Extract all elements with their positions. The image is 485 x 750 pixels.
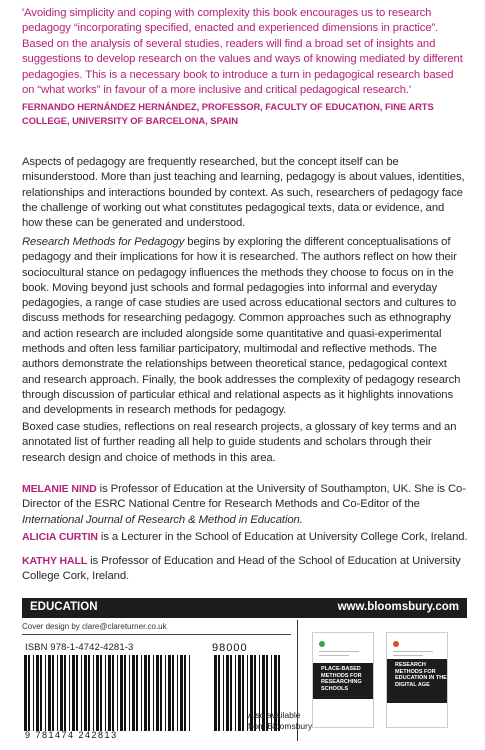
book-rule xyxy=(393,651,433,652)
isbn-label: ISBN 978-1-4742-4281-3 xyxy=(25,642,134,653)
author-name: ALICIA CURTIN xyxy=(22,531,98,543)
author-bio-curtin xyxy=(22,530,472,545)
description-paragraph-1: Aspects of pedagogy are frequently researched, but the concept itself can be misunderstood. More than just teaching and learning, pedagogy is about values, identities, relationships and interactions bounded by context. As such, researchers of pedagogy face the challenge of working out what constitutes pedagogical texts, data or evidence, and how these can be generated and understood. xyxy=(22,156,465,230)
description-paragraph-2-text: begins by exploring the different conceptualisations of pedagogy and their implications for how it is researched. The authors reflect on how their sociocultural stance on pedagogy influences the methods they choose to focus on in the book. Moving beyond just schools and formal pedagogies into informal and everyday pedagogies, a range of case studies are used across educational sectors and cultures to discuss methods for researching pedagogy. Common approaches such as ethnography and action research are included alongside some quantitative and quasi-experimental methods and often less familiar participatory, multimodal and reflective methods. The authors demonstrate the relationships between theoretical stance, pedagogical context and research approach. Finally, the book addresses the complexity of pedagogy research through discussion of particular ethical and relational aspects as it highlights innovations and developments in research methods for pedagogy. xyxy=(22,236,461,417)
description-paragraph-2 xyxy=(22,235,467,419)
publisher-website: www.bloomsbury.com xyxy=(337,601,459,613)
back-cover-footer xyxy=(22,598,467,741)
author-name: MELANIE NIND xyxy=(22,483,97,495)
author-name: KATHY HALL xyxy=(22,555,88,567)
book-rule xyxy=(319,651,359,652)
author-bio-text: is a Lecturer in the School of Education at University College Cork, Ireland. xyxy=(97,531,468,543)
author-bio-hall xyxy=(22,554,472,585)
book-accent-icon xyxy=(393,641,399,647)
review-quote: 'Avoiding simplicity and coping with complexity this book encourages us to research pedagogy “incorporating specified, enacted and experienced dimensions in practice”. Based on the analysis of several studies, readers will find a broad set of insights and suggestions to develop research on the values and ways of knowing mediated by different pedagogies. This is a necessary book to introduce a turn in pedagogical research based on “what works” in favour of a more inclusive and critical pedagogical research.' xyxy=(22,7,463,97)
author-bio-text: is Professor of Education at the University of Southampton, UK. She is Co-Director of the ESRC National Centre for Research Methods and Co-Editor of the xyxy=(22,483,466,511)
category-label: EDUCATION xyxy=(30,601,98,613)
author-bio-text: is Professor of Education and Head of the School of Education at University College Cork, Ireland. xyxy=(22,555,461,583)
book-rule xyxy=(393,655,423,656)
cover-credit: Cover design by clare@clareturner.co.uk xyxy=(22,622,167,631)
book-title-italic: Research Methods for Pedagogy xyxy=(22,236,185,248)
related-book-cover xyxy=(386,632,448,728)
related-book-cover xyxy=(312,632,374,728)
book-rule xyxy=(319,655,349,656)
author-bio-nind xyxy=(22,482,472,528)
book-title: PLACE-BASED METHODS FOR RESEARCHING SCHOOLS xyxy=(321,666,362,692)
also-available-label: Also available from Bloomsbury xyxy=(248,710,313,731)
barcode-number: 9 781474 242813 xyxy=(25,730,118,740)
journal-title: International Journal of Research & Method in Education. xyxy=(22,513,303,526)
category-bar xyxy=(22,598,467,618)
barcode-addon-number: 98000 xyxy=(212,642,248,654)
book-accent-icon xyxy=(319,641,325,647)
description-paragraph-3: Boxed case studies, reflections on real research projects, a glossary of key terms and an annotated list of further reading all help to guide students and scholars through their research design and choice of methods in this area. xyxy=(22,421,457,464)
barcode-icon xyxy=(22,655,192,731)
quote-attribution: FERNANDO HERNÁNDEZ HERNÁNDEZ, PROFESSOR, FACULTY OF EDUCATION, FINE ARTS COLLEGE, UNIVERSITY OF BARCELONA, SPAIN xyxy=(22,101,434,126)
divider xyxy=(22,634,291,635)
book-title: RESEARCH METHODS FOR EDUCATION IN THE DIGITAL AGE xyxy=(395,662,447,688)
